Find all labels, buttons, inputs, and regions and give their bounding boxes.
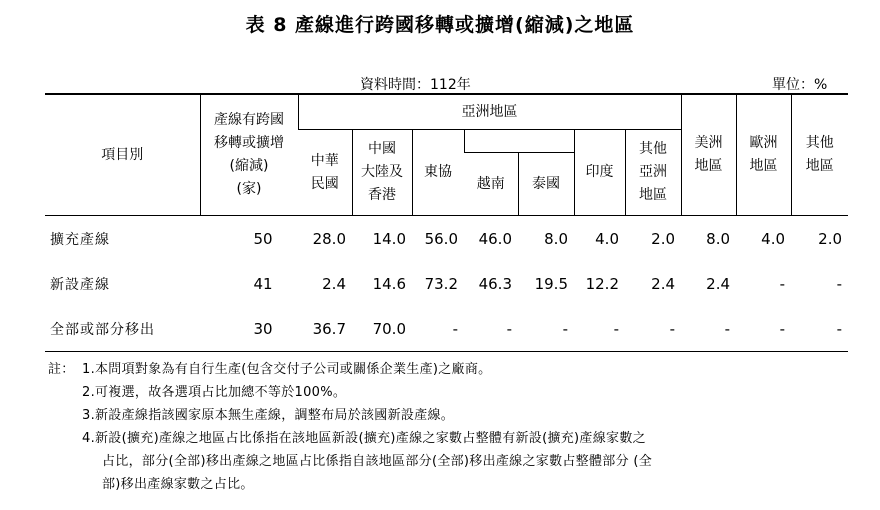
header-count: 產線有跨國 移轉或擴增 (縮減) (家) — [200, 94, 298, 216]
row-count: 41 — [253, 274, 273, 293]
cell-value: 56.0 — [424, 229, 458, 248]
table-row — [45, 306, 848, 352]
cell-value: 73.2 — [424, 274, 458, 293]
cell-value: 14.6 — [372, 274, 406, 293]
header-item: 項目別 — [101, 146, 144, 163]
data-date: 資料時間：112年 — [360, 77, 471, 93]
cell-value: - — [412, 306, 464, 352]
cell-value: - — [791, 306, 848, 352]
header-china: 中國 大陸及 香港 — [352, 130, 412, 216]
cell-value: 2.4 — [322, 274, 346, 293]
cell-value: 14.0 — [372, 229, 406, 248]
footnote-prefix: 註： — [48, 362, 75, 377]
cell-value: 2.4 — [651, 274, 676, 293]
footnote-text: 3.新設產線指該國家原本無生產線，調整布局於該國新設產線。 — [82, 408, 455, 423]
cell-value: - — [836, 274, 843, 293]
table-row — [45, 216, 848, 262]
footnotes — [48, 358, 652, 496]
header-vietnam: 越南 — [476, 175, 505, 192]
cell-value: 46.3 — [478, 274, 512, 293]
header-asean-sub-divider — [464, 130, 574, 153]
unit-label: 單位：% — [772, 77, 828, 93]
cell-value: 46.0 — [478, 229, 512, 248]
cell-value: 8.0 — [706, 229, 731, 248]
footnote-item — [48, 358, 652, 381]
row-count: 50 — [253, 229, 273, 248]
footnote-continuation — [54, 450, 652, 473]
footnote-text: 占比，部分(全部)移出產線之地區占比係指自該地區部分(全部)移出產線之家數占整體部分 (全 — [102, 454, 652, 469]
header-india: 印度 — [574, 130, 625, 216]
header-europe: 歐洲 地區 — [736, 94, 791, 216]
header-other-asia: 其他 亞洲 地區 — [625, 130, 681, 216]
cell-value: - — [736, 306, 791, 352]
footnote-text: 部)移出產線家數之占比。 — [102, 477, 254, 492]
row-count: 30 — [200, 306, 298, 352]
footnote-item — [54, 427, 652, 450]
cell-value: - — [779, 274, 786, 293]
footnote-text: 4.新設(擴充)產線之地區占比係指在該地區新設(擴充)產線之家數占整體有新設(擴充)產線家數之 — [82, 431, 646, 446]
cell-value: 4.0 — [595, 229, 619, 248]
stats-table — [45, 93, 848, 352]
row-label: 全部或部分移出 — [45, 306, 200, 352]
header-taiwan: 中華 民國 — [310, 152, 339, 192]
header-asean: 東協 — [412, 130, 464, 216]
table-title: 表 8 產線進行跨國移轉或擴增(縮減)之地區 — [245, 14, 635, 36]
cell-value: - — [625, 306, 681, 352]
footnote-text: 1.本問項對象為有自行生產(包含交付子公司或關係企業生產)之廠商。 — [82, 362, 492, 377]
cell-value: 19.5 — [534, 274, 568, 293]
header-asia-group: 亞洲地區 — [298, 94, 681, 130]
cell-value: 8.0 — [544, 229, 568, 248]
cell-value: 2.0 — [818, 229, 843, 248]
row-label: 擴充產線 — [50, 231, 110, 248]
header-thailand: 泰國 — [518, 153, 574, 216]
row-label: 新設產線 — [50, 276, 110, 293]
header-americas: 美洲 地區 — [681, 94, 736, 216]
cell-value: - — [574, 306, 625, 352]
cell-value: 4.0 — [761, 229, 786, 248]
cell-value: 12.2 — [585, 274, 619, 293]
table-row — [45, 261, 848, 306]
cell-value: 36.7 — [298, 306, 352, 352]
footnote-text: 2.可複選，故各選項占比加總不等於100%。 — [82, 385, 347, 400]
cell-value: 2.4 — [706, 274, 731, 293]
footnote-item — [54, 404, 652, 427]
cell-value: - — [681, 306, 736, 352]
cell-value: 2.0 — [651, 229, 676, 248]
cell-value: - — [518, 306, 574, 352]
cell-value: 28.0 — [312, 229, 346, 248]
header-other: 其他 地區 — [791, 94, 848, 216]
cell-value: 70.0 — [352, 306, 412, 352]
footnote-item — [54, 381, 652, 404]
footnote-continuation — [54, 473, 652, 496]
cell-value: - — [464, 306, 518, 352]
